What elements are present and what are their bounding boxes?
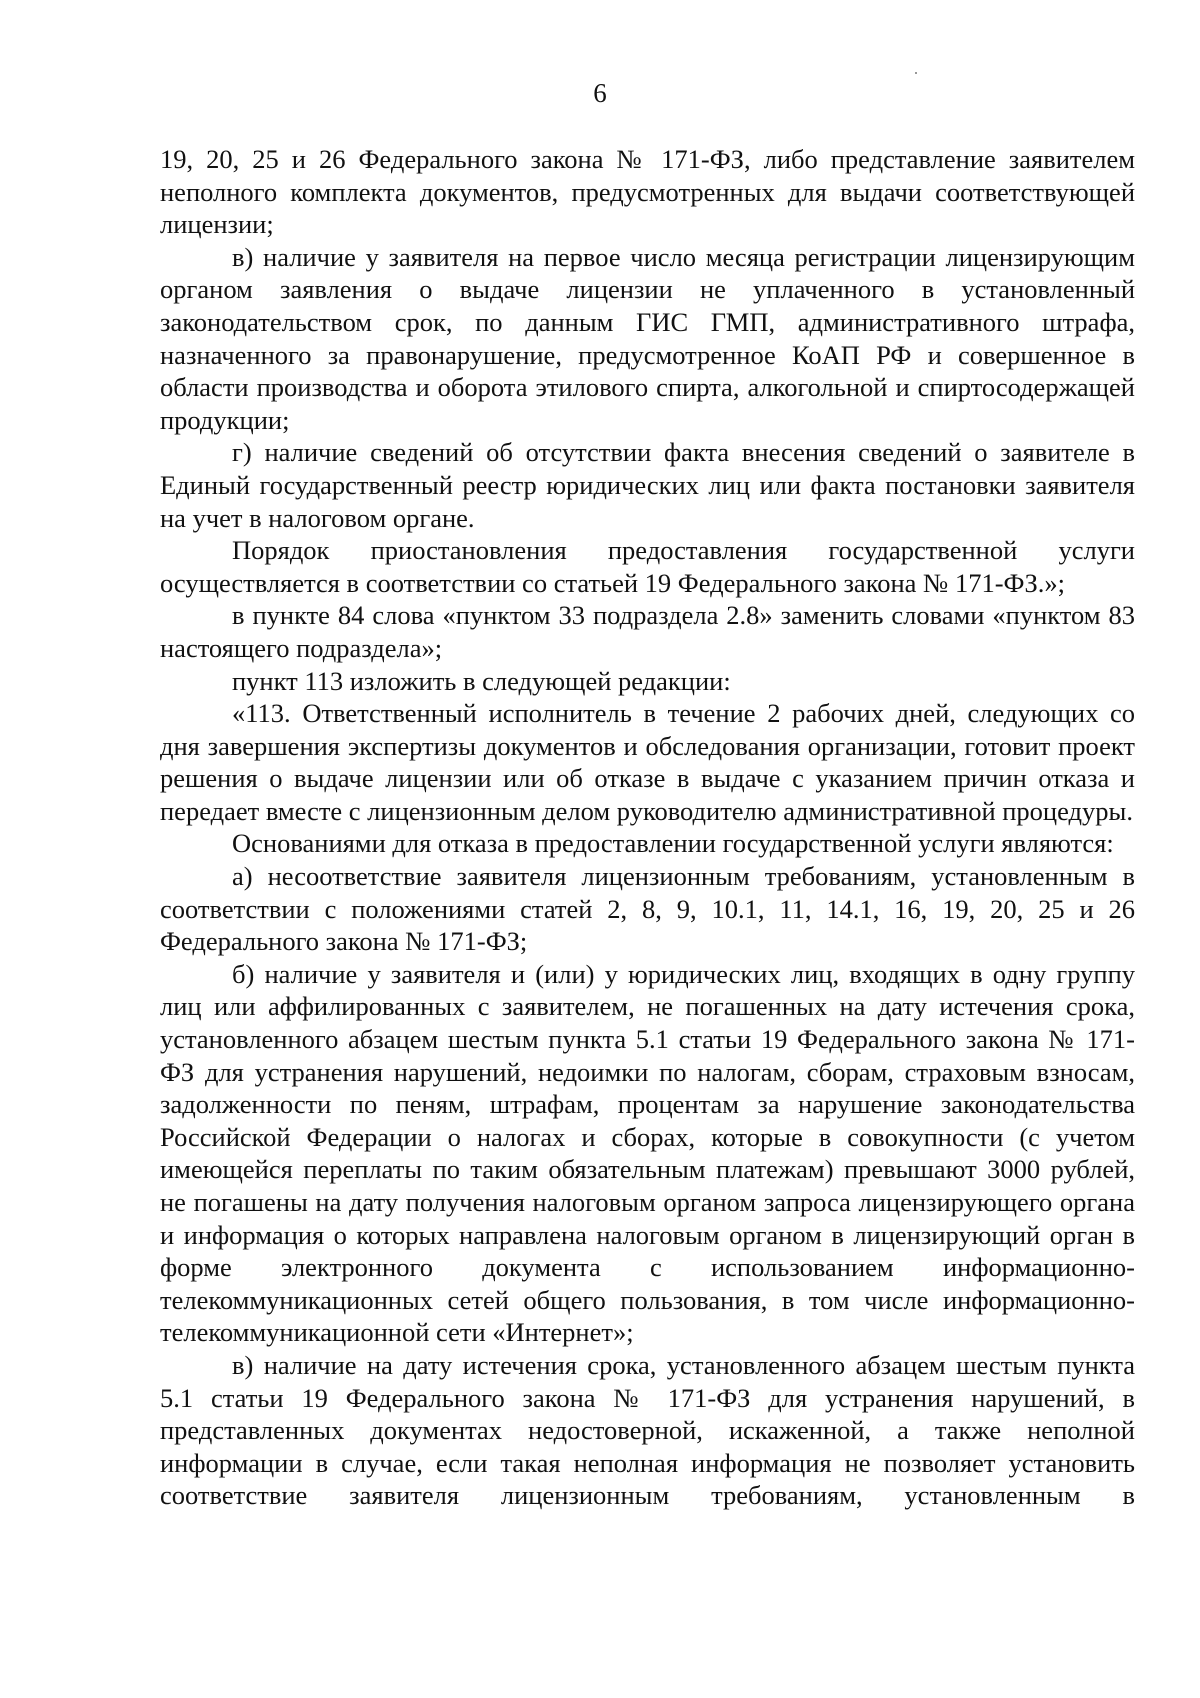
paragraph-suspension-procedure: Порядок приостановления предоставления государственной услуги осуществляется в соответствии со статьей 19 Федерального закона № 171-ФЗ.»;: [160, 535, 1135, 598]
page-number: 6: [593, 78, 607, 108]
scan-speck: [915, 72, 917, 74]
paragraph-item-v: в) наличие у заявителя на первое число месяца регистрации лицензирующим органом заявления о выдаче лицензии не уплаченного в установленный законодательством срок, по данным ГИС ГМП, административного штрафа, назначенного за правонарушение, предусмотренное КоАП РФ и совершенное в области производства и оборота этилового спирта, алкогольной и спиртосодержащей продукции;: [160, 241, 1135, 435]
paragraph-item-g: г) наличие сведений об отсутствии факта внесения сведений о заявителе в Единый государственный реестр юридических лиц или факта постановки заявителя на учет в налоговом органе.: [160, 437, 1135, 533]
paragraph-ground-v: в) наличие на дату истечения срока, установленного абзацем шестым пункта 5.1 статьи 19 Федерального закона № 171-ФЗ для устранения нарушений, в представленных документах недостоверной, искаженной, а также неполной информации в случае, если такая неполная информация не позволяет установить соответствие заявителя лицензионным требованиям, установленным в: [160, 1349, 1135, 1511]
paragraph-ground-a: а) несоответствие заявителя лицензионным требованиям, установленным в соответствии с положениями статей 2, 8, 9, 10.1, 11, 14.1, 16, 19, 20, 25 и 26 Федерального закона № 171-ФЗ;: [160, 861, 1135, 957]
paragraph-continuation: 19, 20, 25 и 26 Федерального закона № 171-ФЗ, либо представление заявителем неполного комплекта документов, предусмотренных для выдачи соответствующей лицензии;: [160, 144, 1135, 240]
paragraph-point-113: «113. Ответственный исполнитель в течение 2 рабочих дней, следующих со дня завершения экспертизы документов и обследования организации, готовит проект решения о выдаче лицензии или об отказе в выдаче с указанием причин отказа и передает вместе с лицензионным делом руководителю административной процедуры.: [160, 698, 1135, 826]
paragraph-ground-b: б) наличие у заявителя и (или) у юридических лиц, входящих в одну группу лиц или аффилированных с заявителем, не погашенных на дату истечения срока, установленного абзацем шестым пункта 5.1 статьи 19 Федерального закона № 171-ФЗ для устранения нарушений, недоимки по налогам, сборам, страховым взносам, задолженности по пеням, штрафам, процентам за нарушение законодательства Российской Федерации о налогах и сборах, которые в совокупности (с учетом имеющейся переплаты по таким обязательным платежам) превышают 3000 рублей, не погашены на дату получения налоговым органом запроса лицензирующего органа и информация о которых направлена налоговым органом в лицензирующий орган в форме электронного документа с использованием информационно-телекоммуникационных сетей общего пользования, в том числе информационно-телекоммуникационной сети «Интернет»;: [160, 958, 1135, 1348]
paragraph-point-84: в пункте 84 слова «пунктом 33 подраздела 2.8» заменить словами «пунктом 83 настоящего подраздела»;: [160, 600, 1135, 663]
document-body: [160, 143, 1135, 1512]
paragraph-point-113-intro: пункт 113 изложить в следующей редакции:: [232, 665, 731, 696]
paragraph-grounds-heading: Основаниями для отказа в предоставлении государственной услуги являются:: [232, 828, 1114, 859]
